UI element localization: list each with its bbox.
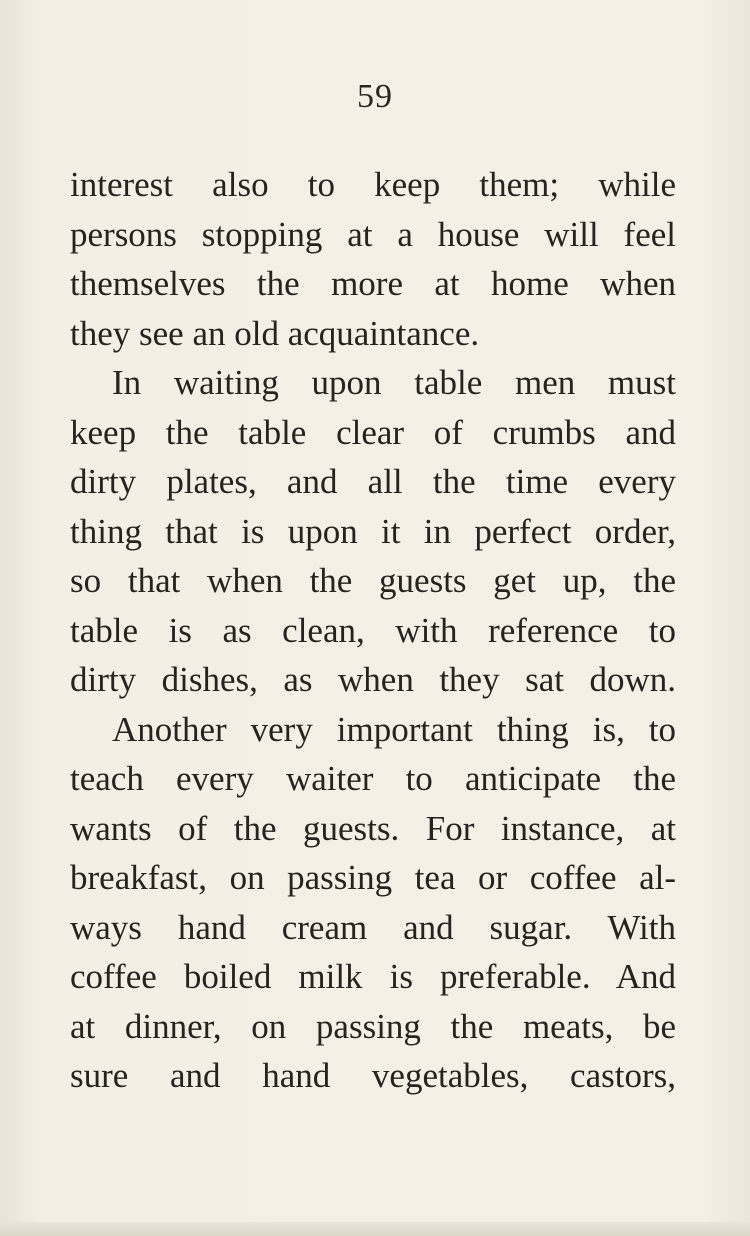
text-line: Another very important thing is, to	[112, 709, 676, 749]
body-text	[70, 160, 676, 1101]
text-line: thing that is upon it in perfect order,	[70, 511, 676, 551]
text-line: ways hand cream and sugar. With	[70, 907, 676, 947]
text-line: keep the table clear of crumbs and	[70, 412, 676, 452]
text-line: persons stopping at a house will feel	[70, 214, 676, 254]
text-line: interest also to keep them; while	[70, 165, 676, 204]
text-line: table is as clean, with reference to	[70, 610, 676, 650]
page-bottom-edge	[0, 1222, 750, 1236]
text-line: teach every waiter to anticipate the	[70, 759, 676, 798]
text-line: at dinner, on passing the meats, be	[70, 1006, 676, 1046]
text-line: they see an old acquaintance.	[70, 313, 480, 353]
text-line: so that when the guests get up, the	[70, 561, 676, 600]
text-line: themselves the more at home when	[70, 264, 676, 303]
page-number: 59	[357, 78, 393, 115]
text-line: coffee boiled milk is preferable. And	[70, 957, 676, 996]
text-line: dirty dishes, as when they sat down.	[70, 660, 676, 699]
text-line: sure and hand vegetables, castors,	[70, 1056, 676, 1095]
text-line: In waiting upon table men must	[112, 363, 676, 402]
text-line: breakfast, on passing tea or coffee al-	[70, 858, 676, 897]
text-line: dirty plates, and all the time every	[70, 462, 676, 501]
text-line: wants of the guests. For instance, at	[70, 808, 676, 848]
